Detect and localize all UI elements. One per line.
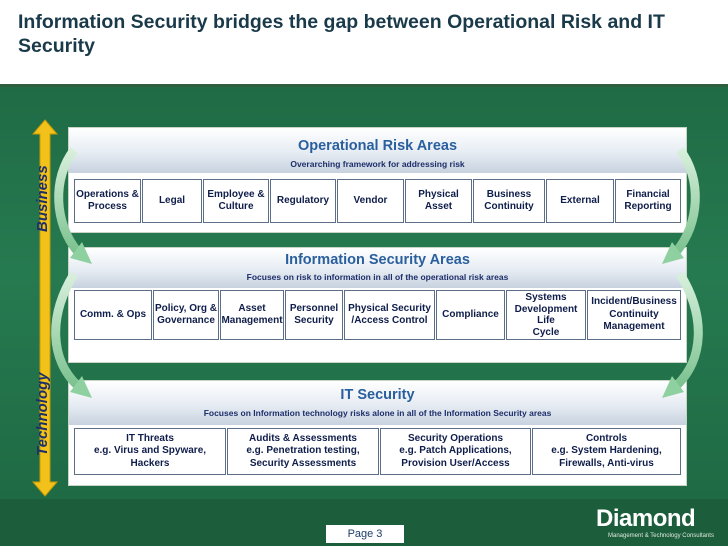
it-area-operations: Security Operations e.g. Patch Applications, Provision User/Access — [380, 428, 531, 475]
it-security-title: IT Security — [340, 387, 415, 403]
arrow-left-top — [59, 150, 92, 264]
operational-risk-subtitle: Overarching framework for addressing risk — [290, 159, 465, 169]
information-security-title: Information Security Areas — [285, 252, 470, 268]
risk-area-business-continuity: Business Continuity — [473, 179, 545, 223]
risk-area-employee-culture: Employee & Culture — [203, 179, 269, 223]
risk-area-operations-process: Operations & Process — [74, 179, 141, 223]
infosec-area-sdlc: Systems Development Life Cycle — [506, 290, 586, 340]
diamond-logo — [596, 505, 722, 541]
infosec-area-compliance: Compliance — [436, 290, 505, 340]
risk-area-regulatory: Regulatory — [270, 179, 336, 223]
arrow-right-top — [662, 150, 695, 264]
risk-area-legal: Legal — [142, 179, 202, 223]
axis-label-technology: Technology — [34, 372, 51, 456]
infosec-area-asset-management: Asset Management — [220, 290, 284, 340]
slide-title: Information Security bridges the gap between Operational Risk and IT Security — [18, 11, 665, 57]
information-security-subtitle: Focuses on risk to information in all of the operational risk areas — [246, 272, 509, 282]
operational-risk-title: Operational Risk Areas — [297, 138, 458, 154]
infosec-area-personnel-security: Personnel Security — [285, 290, 343, 340]
it-security-subtitle: Focuses on Information technology risks alone in all of the Information Security areas — [203, 408, 552, 418]
it-area-audits: Audits & Assessments e.g. Penetration testing, Security Assessments — [227, 428, 379, 475]
it-area-threats: IT Threats e.g. Virus and Spyware, Hackers — [74, 428, 226, 475]
arrow-left-bottom — [56, 274, 92, 398]
risk-area-external: External — [546, 179, 614, 223]
infosec-area-physical-security: Physical Security /Access Control — [344, 290, 435, 340]
infosec-examples-note: Examples of issues addressed - Financial Integrity, Trust, Fraud, Access Management, Intellectual Property, Privacy — [146, 344, 582, 354]
logo-name: Diamond — [596, 505, 696, 532]
infosec-area-comm-ops: Comm. & Ops — [74, 290, 152, 340]
infosec-area-policy-governance: Policy, Org & Governance — [153, 290, 219, 340]
risk-area-physical-asset: Physical Asset — [405, 179, 472, 223]
axis-label-business: Business — [34, 165, 51, 232]
risk-area-vendor: Vendor — [337, 179, 404, 223]
it-area-controls: Controls e.g. System Hardening, Firewalls, Anti-virus — [532, 428, 681, 475]
risk-area-financial-reporting: Financial Reporting — [615, 179, 681, 223]
logo-tagline: Management & Technology Consultants — [608, 533, 714, 539]
arrow-right-bottom — [662, 274, 698, 398]
infosec-area-incident-continuity: Incident/Business Continuity Management — [587, 290, 681, 340]
page-number: Page 3 — [326, 525, 404, 543]
